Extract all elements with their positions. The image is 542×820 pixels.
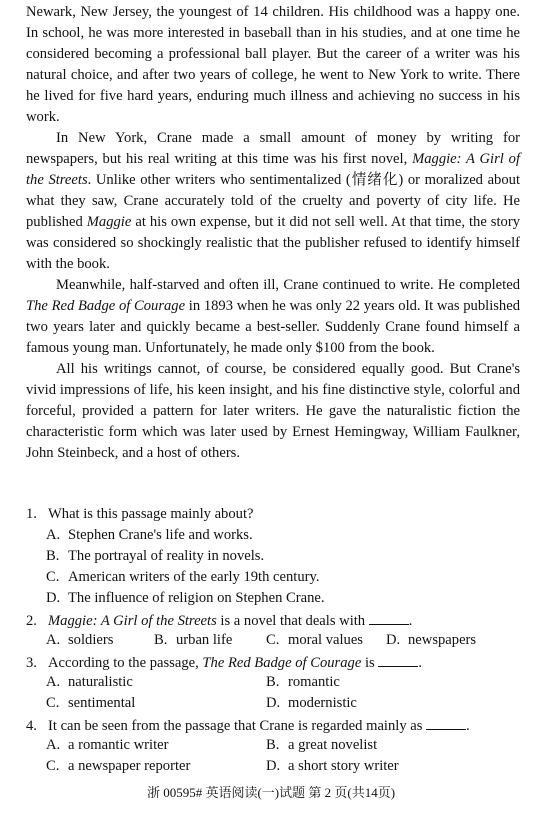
question-book-title: The Red Badge of Courage — [202, 655, 362, 671]
option-letter: B. — [46, 548, 60, 564]
question-4 — [26, 716, 470, 735]
option-text: a short story writer — [288, 758, 399, 774]
option-letter: A. — [46, 527, 61, 543]
q4-option-d — [266, 758, 399, 775]
question-text: What is this passage mainly about? — [48, 506, 254, 522]
option-letter: C. — [46, 758, 60, 774]
option-text: newspapers — [408, 632, 477, 648]
q4-option-a — [46, 737, 169, 754]
paragraph-4: All his writings cannot, of course, be considered equally good. But Crane's vivid impressions of life, his keen insight, and his fine distinctive style, colorful and forceful, provided a pattern for later writers. He gave the naturalistic fiction the characteristic form which was later used by Ernest Hemingway, William Faulkner, John Steinbeck, and a host of others. — [26, 361, 520, 461]
option-text: a great novelist — [288, 737, 378, 753]
option-text: a romantic writer — [68, 737, 169, 753]
question-2 — [26, 611, 412, 630]
option-text: soldiers — [68, 632, 114, 648]
question-number: 2. — [26, 613, 37, 629]
paragraph-2-text-c: . Unlike other writers who sentimentalized (情绪化) or moralized about what they saw, Crane accurately told of the cruelty and poverty of city life. He published — [26, 172, 521, 230]
question-text: is a novel that deals with — [216, 613, 369, 629]
q1-option-a — [46, 527, 253, 544]
answer-blank — [378, 653, 418, 667]
paragraph-2-text-a: In New York, Crane made a small amount of money by writing for newspapers, but his real writing at this time was his first novel, — [26, 130, 520, 167]
option-letter: B. — [266, 674, 280, 690]
option-text: moral values — [288, 632, 363, 648]
q4-option-c — [46, 758, 190, 775]
option-letter: B. — [154, 632, 168, 648]
option-letter: D. — [266, 695, 281, 711]
q1-option-d — [46, 590, 325, 607]
option-text: The influence of religion on Stephen Crane. — [68, 590, 325, 606]
book-title-red-badge: The Red Badge of Courage — [26, 298, 186, 314]
option-letter: C. — [46, 695, 60, 711]
question-text: is — [361, 655, 379, 671]
q1-option-b — [46, 548, 264, 565]
option-letter: C. — [46, 569, 60, 585]
question-end: . — [466, 718, 470, 734]
reading-passage — [26, 2, 520, 464]
option-letter: B. — [266, 737, 280, 753]
question-3 — [26, 653, 422, 672]
answer-blank — [426, 716, 466, 730]
q3-option-b — [266, 674, 340, 691]
option-letter: D. — [46, 590, 61, 606]
q2-option-b — [154, 632, 232, 649]
option-letter: D. — [386, 632, 401, 648]
question-number: 4. — [26, 718, 37, 734]
book-title-maggie: Maggie: A Girl of the Streets — [26, 151, 521, 188]
option-text: Stephen Crane's life and works. — [68, 527, 253, 543]
q2-option-c — [266, 632, 363, 649]
question-number: 3. — [26, 655, 37, 671]
q4-option-b — [266, 737, 377, 754]
paragraph-3 — [26, 275, 520, 359]
option-letter: A. — [46, 674, 61, 690]
option-text: American writers of the early 19th century. — [68, 569, 320, 585]
question-1 — [26, 506, 253, 523]
question-text-pre: According to the passage, — [48, 655, 203, 671]
answer-blank — [369, 611, 409, 625]
question-number: 1. — [26, 506, 37, 522]
page-footer: 浙 00595# 英语阅读(一)试题 第 2 页(共14页) — [146, 785, 396, 800]
option-letter: C. — [266, 632, 280, 648]
option-letter: A. — [46, 737, 61, 753]
question-text: It can be seen from the passage that Crane is regarded mainly as — [48, 718, 427, 734]
option-text: modernistic — [288, 695, 357, 711]
question-end: . — [408, 613, 413, 629]
option-letter: D. — [266, 758, 281, 774]
option-text: urban life — [176, 632, 233, 648]
question-end: . — [418, 655, 422, 671]
paragraph-2 — [26, 128, 520, 275]
q2-option-d — [386, 632, 476, 649]
option-text: naturalistic — [68, 674, 133, 690]
option-letter: A. — [46, 632, 61, 648]
option-text: sentimental — [68, 695, 136, 711]
option-text: The portrayal of reality in novels. — [68, 548, 265, 564]
paragraph-3-text-a: Meanwhile, half-starved and often ill, Crane continued to write. He completed — [56, 277, 520, 293]
book-title-maggie-short: Maggie — [86, 214, 132, 230]
paragraph-1: Newark, New Jersey, the youngest of 14 children. His childhood was a happy one. In school, he was more interested in baseball than in his studies, and at one time he considered becoming a professional ball player. But the career of a writer was his natural choice, and after two years of college, he went to New York to write. There he lived for five hard years, enduring much illness and achieving no success in his work. — [26, 4, 520, 125]
option-text: a newspaper reporter — [68, 758, 191, 774]
q3-option-a — [46, 674, 133, 691]
q3-option-d — [266, 695, 357, 712]
paragraph-3-text-c: in 1893 when he was only 22 years old. It was published two years later and quickly became a best-seller. Suddenly Crane found himself a famous young man. Unfortunately, he made only $100 from the book. — [26, 298, 521, 356]
option-text: romantic — [288, 674, 340, 690]
q2-option-a — [46, 632, 113, 649]
q1-option-c — [46, 569, 320, 586]
q3-option-c — [46, 695, 135, 712]
paragraph-2-text-e: at his own expense, but it did not sell well. At that time, the story was considered so shockingly realistic that the publisher refused to identify himself with the book. — [26, 214, 520, 272]
question-book-title: Maggie: A Girl of the Streets — [48, 613, 217, 629]
